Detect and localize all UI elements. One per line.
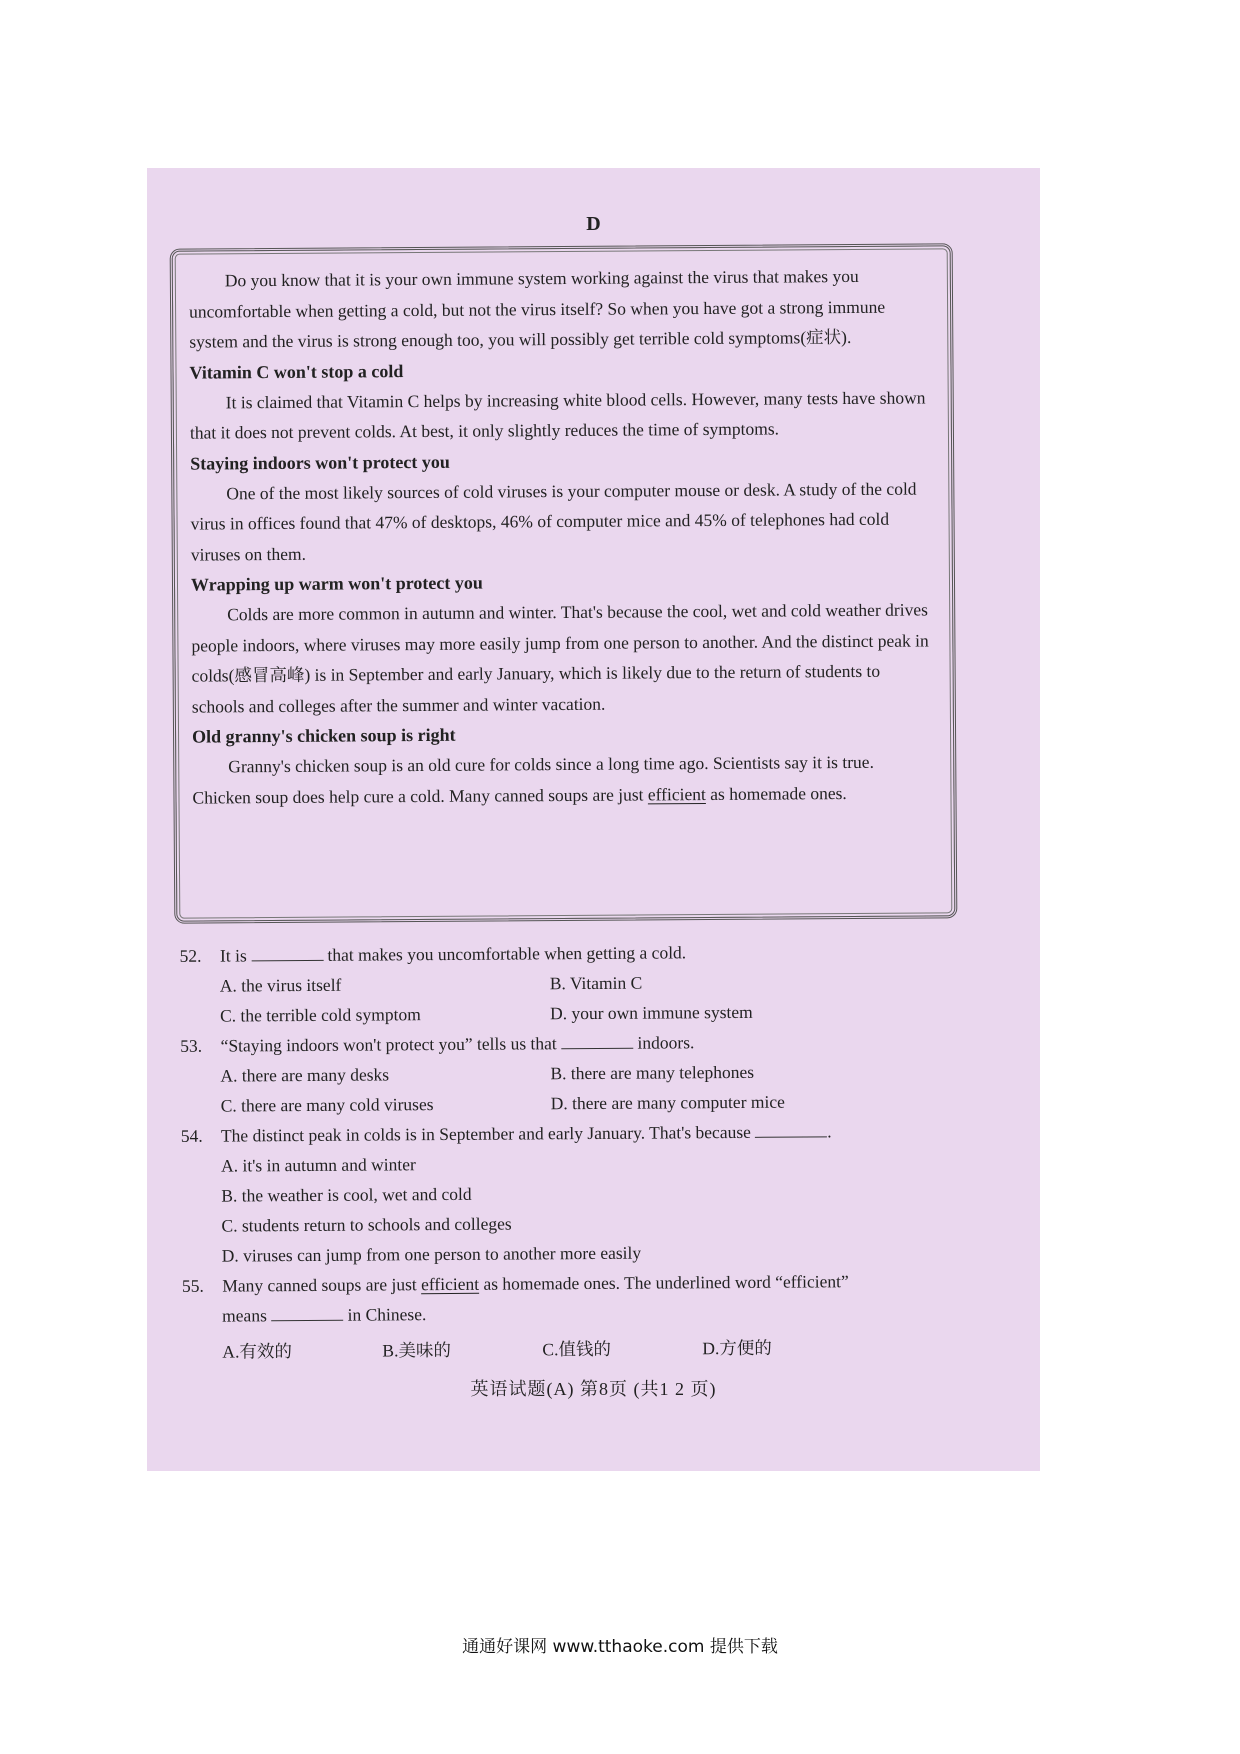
question-number: 54.: [180, 1125, 203, 1146]
question-stem-before: Many canned soups are just: [222, 1274, 422, 1296]
option-c: C. the terrible cold symptom: [219, 1004, 421, 1026]
answer-blank: [271, 1306, 343, 1322]
answer-blank: [561, 1034, 633, 1050]
section-text-wrapping: Colds are more common in autumn and winter. That's because the cool, wet and cold weather drives people indoors, where viruses may more easily jump from one person to another. And the distinct peak in colds(感冒高峰) is in September and early January, which is likely due to the return of students to schools and colleges after the summer and winter vacation.: [191, 599, 929, 717]
option-b: B.美味的: [382, 1339, 452, 1361]
question-stem-before: It is: [219, 945, 247, 966]
passage-intro: Do you know that it is your own immune system working against the virus that makes you uncomfortable when getting a cold, but not the virus itself? So when you have got a strong immune system and the virus is strong enough too, you will possibly get terrible cold symptoms(症状).: [189, 265, 886, 352]
section-heading-chicken-soup: Old granny's chicken soup is right: [191, 724, 456, 747]
question-stem-after: indoors.: [637, 1032, 695, 1053]
chicken-soup-text-before: Granny's chicken soup is an old cure for colds since a long time ago. Scientists say it is true. Chicken soup does help cure a cold. Many canned soups are just: [192, 751, 874, 808]
passage-box: [170, 243, 958, 923]
option-a: A. the virus itself: [219, 974, 342, 996]
question-stem-after: as homemade ones. The underlined word “efficient”: [478, 1271, 849, 1294]
section-letter: D: [586, 213, 601, 235]
option-d: D.方便的: [702, 1337, 772, 1359]
section-heading-wrapping: Wrapping up warm won't protect you: [190, 572, 483, 595]
answer-blank: [755, 1122, 827, 1138]
option-a: A. it's in autumn and winter: [221, 1154, 416, 1176]
question-stem-before: means: [222, 1305, 267, 1326]
option-c: C.值钱的: [542, 1338, 612, 1360]
section-text-indoors: One of the most likely sources of cold viruses is your computer mouse or desk. A study of the cold virus in offices found that 47% of desktops, 46% of computer mice and 45% of telephones had cold viruses on them.: [190, 478, 917, 565]
section-text-vitamin-c: It is claimed that Vitamin C helps by increasing white blood cells. However, many tests have shown that it does not prevent colds. At best, it only slightly reduces the time of symptoms.: [189, 386, 926, 443]
section-heading-vitamin-c: Vitamin C won't stop a cold: [189, 360, 404, 383]
option-b: B. there are many telephones: [550, 1061, 755, 1084]
question-stem-after: that makes you uncomfortable when getting a cold.: [327, 942, 687, 965]
question-number: 52.: [179, 945, 202, 966]
questions: [180, 935, 1003, 1367]
option-c: C. students return to schools and colleges: [221, 1213, 512, 1236]
question-stem-before: The distinct peak in colds is in September and early January. That's because: [220, 1121, 751, 1146]
question-stem-before: “Staying indoors won't protect you” tells us that: [220, 1033, 557, 1056]
question-55-line-2: [222, 1295, 1002, 1330]
section-heading-indoors: Staying indoors won't protect you: [190, 451, 450, 474]
chicken-soup-text-after: as homemade ones.: [705, 782, 847, 804]
option-c: C. there are many cold viruses: [220, 1094, 434, 1116]
section-text-chicken-soup: [192, 746, 931, 812]
question-stem-after: in Chinese.: [347, 1304, 427, 1325]
question-number: 55.: [181, 1275, 204, 1296]
underlined-word-efficient: efficient: [647, 783, 706, 804]
question-number: 53.: [180, 1035, 203, 1056]
option-b: B. the weather is cool, wet and cold: [221, 1183, 472, 1206]
option-a: A.有效的: [222, 1341, 292, 1362]
question-stem-after: .: [827, 1121, 832, 1142]
option-d: D. viruses can jump from one person to another more easily: [221, 1242, 642, 1266]
underlined-word-efficient: efficient: [421, 1273, 480, 1295]
option-b: B. Vitamin C: [549, 972, 643, 994]
options-row: [222, 1331, 1002, 1366]
site-credit: 通通好课网 www.tthaoke.com 提供下载: [462, 1637, 778, 1657]
exam-page: [147, 168, 1040, 1471]
option-d: D. your own immune system: [549, 1001, 753, 1024]
page-footer: 英语试题(A) 第8页 (共1 2 页): [470, 1379, 717, 1399]
answer-blank: [251, 946, 323, 962]
option-a: A. there are many desks: [220, 1064, 390, 1086]
option-d: D. there are many computer mice: [550, 1091, 785, 1114]
